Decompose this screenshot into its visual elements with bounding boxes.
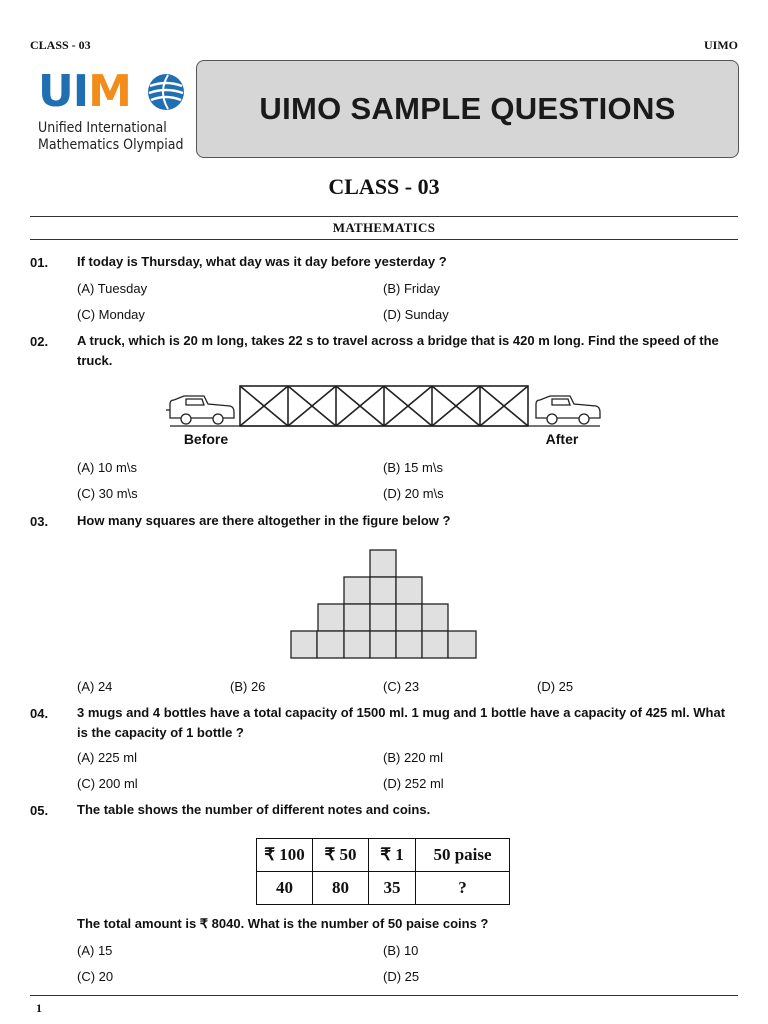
running-header-uimo: UIMO	[704, 38, 738, 52]
table-header-cell: ₹ 1	[369, 839, 416, 872]
table-cell: ?	[416, 872, 510, 905]
truck-bridge-figure	[160, 380, 610, 452]
option-c: (C) 20	[77, 969, 114, 984]
option-d: (D) Sunday	[383, 307, 449, 322]
subject-bottom-rule	[30, 239, 738, 240]
globe-icon	[146, 72, 186, 112]
option-b: (B) Friday	[383, 281, 441, 296]
table-header-cell: 50 paise	[416, 839, 510, 872]
question-text: How many squares are there altogether in the figure below ?	[77, 513, 451, 528]
subject-top-rule	[30, 216, 738, 217]
question-number: 01.	[30, 255, 49, 270]
option-c: (C) Monday	[77, 307, 145, 322]
footer-rule	[30, 995, 738, 996]
table-header-row	[257, 839, 510, 872]
option-a: (A) 24	[77, 679, 113, 694]
question-text: The table shows the number of different notes and coins.	[77, 802, 431, 817]
logo-subtitle: Unified International Mathematics Olympiad	[38, 120, 184, 153]
table-cell: 35	[369, 872, 416, 905]
page-number: 1	[36, 1001, 42, 1015]
after-label: After	[545, 431, 579, 447]
subject-heading: MATHEMATICS	[332, 220, 436, 235]
option-d: (D) 20 m\s	[383, 486, 444, 501]
table-cell: 80	[313, 872, 369, 905]
option-a: (A) 225 ml	[77, 750, 137, 765]
before-label: Before	[183, 431, 229, 447]
question-number: 05.	[30, 803, 49, 818]
question-number: 04.	[30, 706, 49, 721]
class-title: CLASS - 03	[328, 174, 440, 199]
option-b: (B) 220 ml	[383, 750, 443, 765]
bridge-truss	[240, 386, 528, 426]
question-number: 02.	[30, 334, 49, 349]
question-followup: The total amount is ₹ 8040. What is the number of 50 paise coins ?	[77, 916, 489, 931]
option-a: (A) Tuesday	[77, 281, 148, 296]
squares-pyramid-figure	[290, 549, 480, 661]
option-d: (D) 252 ml	[383, 776, 444, 791]
question-text: A truck, which is 20 m long, takes 22 s to travel across a bridge that is 420 m long. Find the speed of the truck.	[77, 333, 719, 368]
title-banner	[196, 60, 739, 158]
option-a: (A) 15	[77, 943, 113, 958]
logo-wordmark: UIM	[38, 66, 131, 117]
truck-before-icon	[166, 396, 234, 424]
table-header-cell: ₹ 100	[257, 839, 313, 872]
question-number: 03.	[30, 514, 49, 529]
option-c: (C) 200 ml	[77, 776, 138, 791]
truck-after-icon	[536, 396, 600, 424]
question-text: If today is Thursday, what day was it day before yesterday ?	[77, 254, 447, 269]
question-text: 3 mugs and 4 bottles have a total capacity of 1500 ml. 1 mug and 1 bottle have a capacity of 425 ml. What is the capacity of 1 bottle ?	[77, 705, 726, 740]
option-a: (A) 10 m\s	[77, 460, 137, 475]
table-cell: 40	[257, 872, 313, 905]
option-b: (B) 10	[383, 943, 419, 958]
uimo-logo	[38, 68, 194, 160]
notes-coins-table	[256, 838, 510, 905]
running-header-class: CLASS - 03	[30, 38, 91, 52]
option-c: (C) 23	[383, 679, 420, 694]
option-b: (B) 15 m\s	[383, 460, 443, 475]
option-d: (D) 25	[537, 679, 574, 694]
option-b: (B) 26	[230, 679, 266, 694]
option-d: (D) 25	[383, 969, 420, 984]
table-row	[257, 872, 510, 905]
banner-title: UIMO SAMPLE QUESTIONS	[259, 91, 676, 126]
table-header-cell: ₹ 50	[313, 839, 369, 872]
option-c: (C) 30 m\s	[77, 486, 138, 501]
